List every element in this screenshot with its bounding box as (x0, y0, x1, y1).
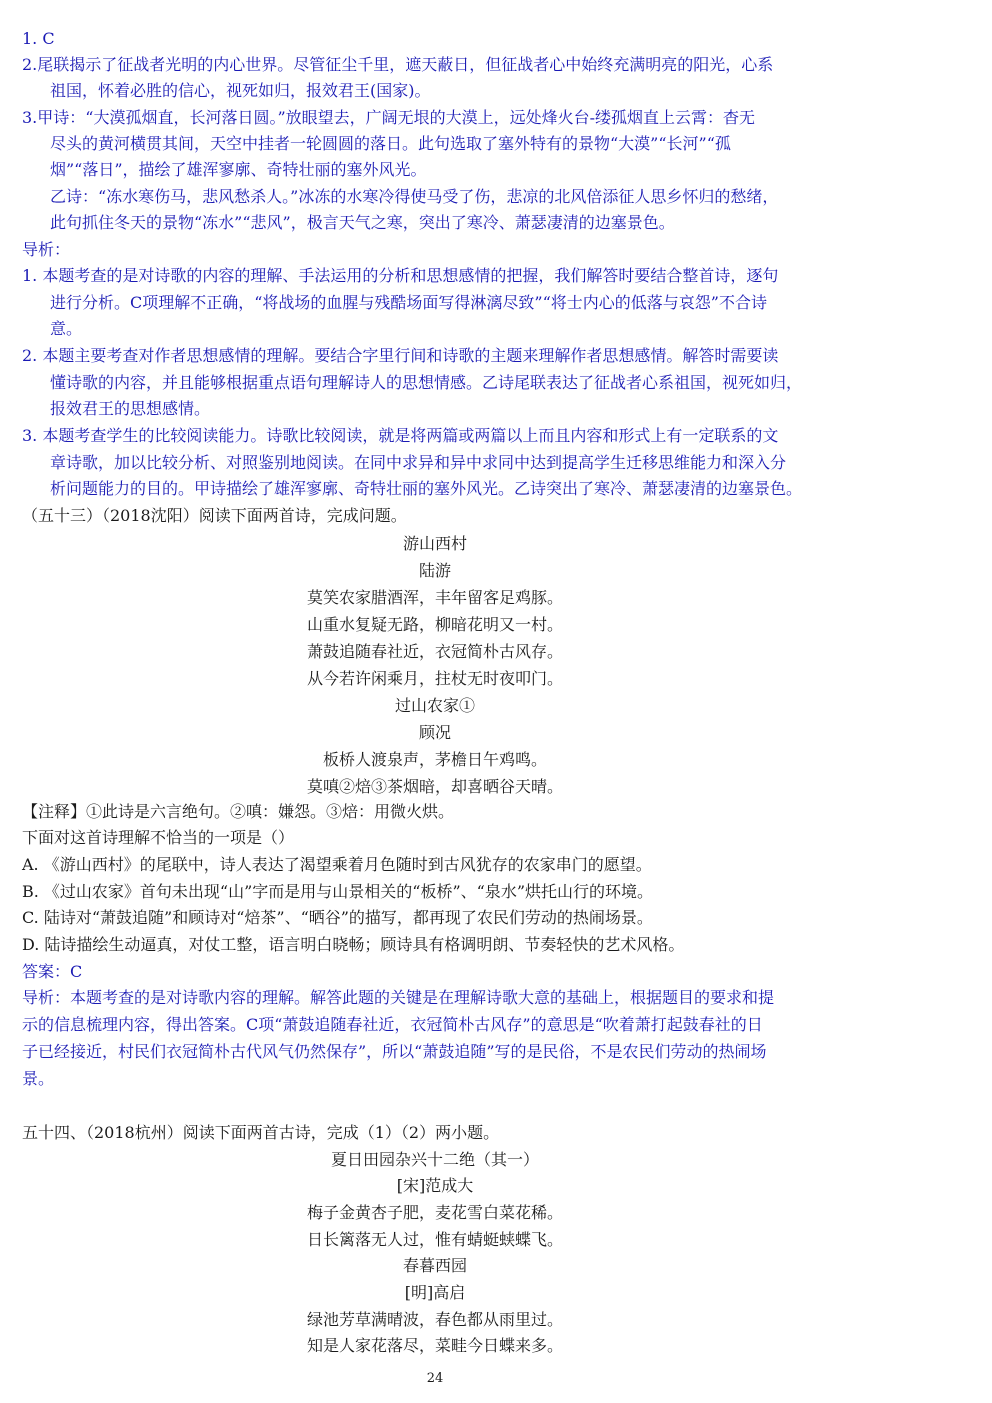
q53-heading: （五十三）（2018沈阳）阅读下面两首诗，完成问题。 (22, 506, 407, 525)
q53-question: 下面对这首诗理解不恰当的一项是（） (22, 828, 295, 847)
q53-analysis-line: 示的信息梳理内容，得出答案。C项“萧鼓追随春社近，衣冠简朴古风存”的意思是“吹着萧打起鼓春社的日 (22, 1015, 763, 1034)
answer-line: 3.甲诗：“大漠孤烟直，长河落日圆。”放眼望去，广阔无垠的大漠上，远处烽火台-缕孤烟直上云霄：杳无 (22, 108, 756, 127)
guide-line: 懂诗歌的内容，并且能够根据重点语句理解诗人的思想情感。乙诗尾联表达了征战者心系祖国，视死如归， (50, 373, 803, 392)
q53-poem1-line: 山重水复疑无路，柳暗花明又一村。 (306, 615, 563, 634)
q54-heading: 五十四、（2018杭州）阅读下面两首古诗，完成（1）（2）两小题。 (22, 1123, 500, 1142)
answer-line: 1. C (22, 29, 55, 48)
answer-line: 祖国，怀着必胜的信心，视死如归，报效君王(国家)。 (50, 81, 431, 100)
q53-option-c: C. 陆诗对“萧鼓追随”和顾诗对“焙茶”、“晒谷”的描写，都再现了农民们劳动的热闹场景。 (22, 908, 653, 927)
q54-poem1-author: [宋]范成大 (396, 1176, 474, 1195)
q53-poem2-title: 过山农家① (394, 696, 475, 715)
q53-poem2-line: 板桥人渡泉声，茅檐日午鸡鸣。 (322, 750, 547, 769)
q53-note: 【注释】①此诗是六言绝句。②嗔：嫌怨。③焙：用微火烘。 (22, 802, 455, 821)
guide-line: 3. 本题考查学生的比较阅读能力。诗歌比较阅读，就是将两篇或两篇以上而且内容和形式上有一定联系的文 (22, 426, 779, 445)
q53-poem1-title: 游山西村 (402, 534, 467, 553)
q53-poem2-author: 顾况 (418, 723, 451, 742)
q53-poem2-line: 莫嗔②焙③茶烟暗，却喜晒谷天晴。 (306, 777, 563, 796)
q53-option-b: B. 《过山农家》首句未出现“山”字而是用与山景相关的“板桥”、“泉水”烘托山行的环境。 (22, 882, 654, 901)
q54-poem2-author: [明]高启 (404, 1283, 466, 1302)
guide-line: 进行分析。C项理解不正确，“将战场的血腥与残酷场面写得淋漓尽致”“将士内心的低落与哀怨”不合诗 (50, 293, 767, 312)
q53-poem1-line: 从今若许闲乘月，拄杖无时夜叩门。 (306, 669, 563, 688)
q53-poem1-author: 陆游 (418, 561, 451, 580)
q54-poem2-line: 知是人家花落尽，菜畦今日蝶来多。 (306, 1336, 563, 1355)
q54-poem2-line: 绿池芳草满晴波，春色都从雨里过。 (306, 1310, 563, 1329)
guide-label: 导析： (22, 240, 71, 259)
guide-line: 报效君王的思想感情。 (50, 399, 211, 418)
answer-line: 尽头的黄河横贯其间，天空中挂者一轮圆圆的落日。此句选取了塞外特有的景物“大漠”“长河”“孤 (50, 134, 731, 153)
q53-option-a: A. 《游山西村》的尾联中，诗人表达了渴望乘着月色随时到古风犹存的农家串门的愿望。 (22, 855, 652, 874)
q53-poem1-line: 萧鼓追随春社近，衣冠简朴古风存。 (306, 642, 563, 661)
q54-poem1-line: 日长篱落无人过，惟有蜻蜓蛱蝶飞。 (306, 1230, 563, 1249)
answer-line: 烟”“落日”，描绘了雄浑寥廓、奇特壮丽的塞外风光。 (50, 160, 427, 179)
q53-analysis-line: 子已经接近，村民们衣冠简朴古代风气仍然保存”，所以“萧鼓追随”写的是民俗，不是农民们劳动的热闹场 (22, 1042, 767, 1061)
guide-line: 章诗歌，加以比较分析、对照鉴别地阅读。在同中求异和异中求同中达到提高学生迁移思维能力和深入分 (50, 453, 787, 472)
q53-analysis-line: 景。 (22, 1069, 55, 1088)
guide-line: 2. 本题主要考查对作者思想感情的理解。要结合字里行间和诗歌的主题来理解作者思想感情。解答时需要读 (22, 346, 779, 365)
q54-poem2-title: 春暮西园 (402, 1256, 467, 1275)
q54-poem1-title: 夏日田园杂兴十二绝（其一） (330, 1150, 539, 1169)
answer-line: 乙诗：“冻水寒伤马，悲风愁杀人。”冰冻的水寒冷得使马受了伤，悲凉的北风倍添征人思乡怀归的愁绪， (50, 187, 779, 206)
q53-poem1-line: 莫笑农家腊酒浑，丰年留客足鸡豚。 (306, 588, 563, 607)
answer-line: 2.尾联揭示了征战者光明的内心世界。尽管征尘千里，遮天蔽日，但征战者心中始终充满明亮的阳光，心系 (22, 55, 774, 74)
page-number: 24 (426, 1371, 444, 1386)
answer-line: 此句抓住冬天的景物“冻水”“悲风”，极言天气之寒，突出了寒冷、萧瑟凄清的边塞景色。 (50, 213, 675, 232)
guide-line: 析问题能力的目的。甲诗描绘了雄浑寥廓、奇特壮丽的塞外风光。乙诗突出了寒冷、萧瑟凄清的边塞景色。 (50, 479, 803, 498)
q54-poem1-line: 梅子金黄杏子肥，麦花雪白菜花稀。 (306, 1203, 563, 1222)
q53-option-d: D. 陆诗描绘生动逼真，对仗工整，语言明白晓畅；顾诗具有格调明朗、节奏轻快的艺术风格。 (22, 935, 685, 954)
guide-line: 1. 本题考查的是对诗歌的内容的理解、手法运用的分析和思想感情的把握，我们解答时要结合整首诗，逐句 (22, 266, 779, 285)
q53-analysis-line: 导析：本题考查的是对诗歌内容的理解。解答此题的关键是在理解诗歌大意的基础上，根据题目的要求和提 (22, 988, 775, 1007)
q53-answer: 答案：C (22, 962, 83, 981)
guide-line: 意。 (50, 319, 83, 338)
